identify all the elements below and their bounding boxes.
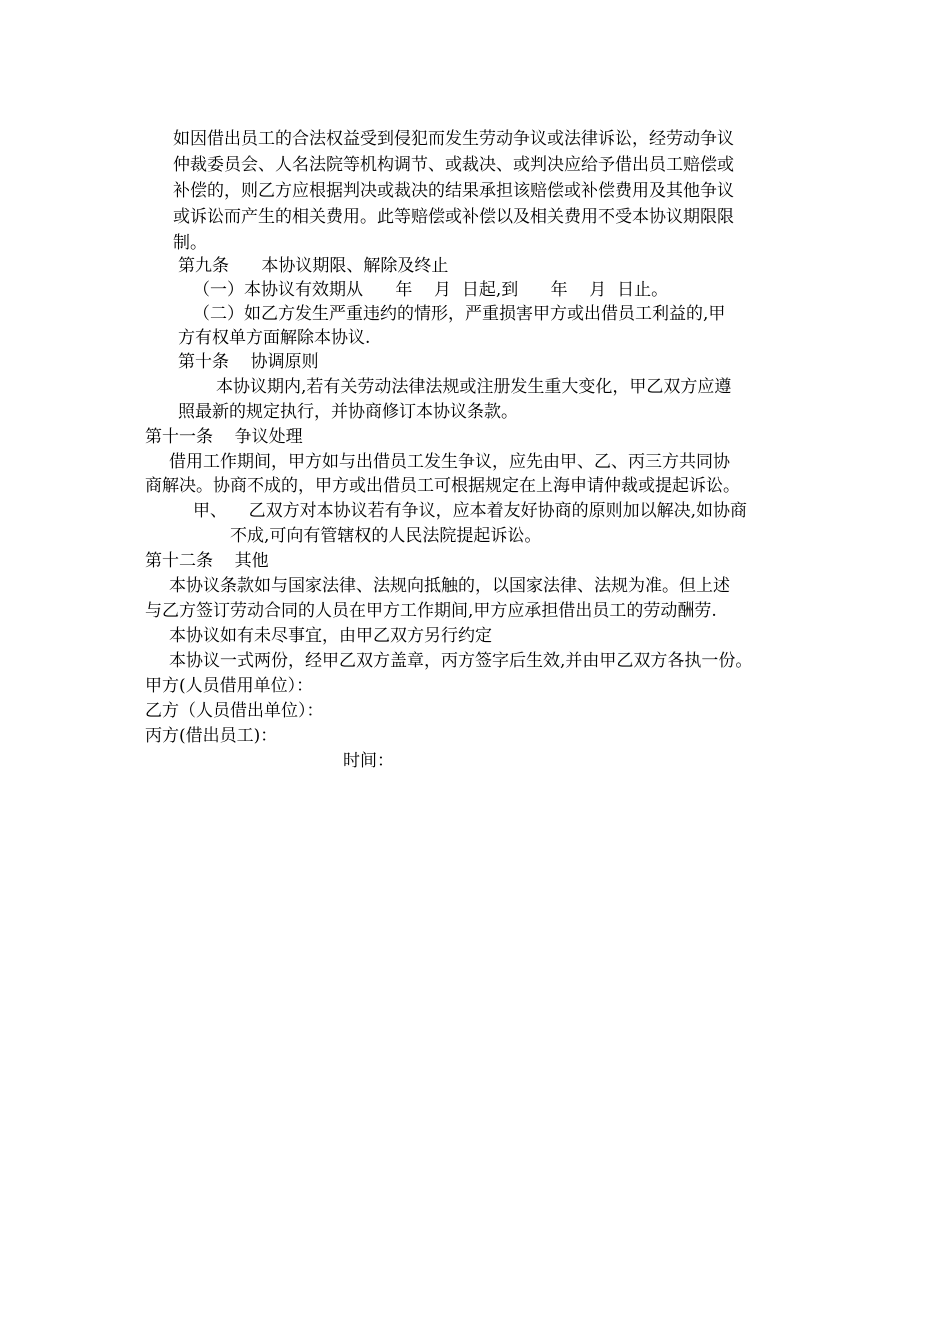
party-a-line: 甲方(人员借用单位）： [145, 676, 314, 696]
text-line: 甲、 乙双方对本协议若有争议，应本着友好协商的原则加以解决,如协商 [193, 501, 748, 521]
text-line: 如因借出员工的合法权益受到侵犯而发生劳动争议或法律诉讼，经劳动争议 [173, 129, 734, 149]
section-heading: 第十一条 争议处理 [145, 427, 303, 447]
text-line: 补偿的，则乙方应根据判决或裁决的结果承担该赔偿或补偿费用及其他争议 [173, 181, 734, 201]
text-line: 不成,可向有管辖权的人民法院提起诉讼。 [230, 526, 542, 546]
text-line: 方有权单方面解除本协议. [178, 328, 371, 348]
date-line: 时间： [343, 751, 394, 771]
text-line: 商解决。协商不成的，甲方或出借员工可根据规定在上海申请仲裁或提起诉讼。 [145, 476, 740, 496]
section-heading: 第九条 本协议期限、解除及终止 [178, 256, 449, 276]
party-c-line: 丙方(借出员工)： [145, 726, 278, 746]
text-line: 照最新的规定执行，并协商修订本协议条款。 [178, 402, 518, 422]
text-line: （二）如乙方发生严重违约的情形，严重损害甲方或出借员工利益的,甲 [193, 304, 726, 324]
section-heading: 第十二条 其他 [145, 551, 269, 571]
section-heading: 第十条 协调原则 [178, 352, 319, 372]
text-line: 本协议一式两份，经甲乙双方盖章，丙方签字后生效,并由甲乙双方各执一份。 [169, 651, 753, 671]
text-line: 与乙方签订劳动合同的人员在甲方工作期间,甲方应承担借出员工的劳动酬劳. [145, 601, 717, 621]
text-line: 仲裁委员会、人名法院等机构调节、或裁决、或判决应给予借出员工赔偿或 [173, 155, 734, 175]
text-line: 借用工作期间，甲方如与出借员工发生争议，应先由甲、乙、丙三方共同协 [169, 452, 730, 472]
text-line: （一）本协议有效期从 年 月 日起,到 年 月 日止。 [193, 280, 669, 300]
text-line: 或诉讼而产生的相关费用。此等赔偿或补偿以及相关费用不受本协议期限限 [173, 207, 734, 227]
text-line: 本协议条款如与国家法律、法规向抵触的，以国家法律、法规为准。但上述 [169, 576, 730, 596]
text-line: 制。 [173, 233, 207, 253]
text-line: 本协议期内,若有关劳动法律法规或注册发生重大变化，甲乙双方应遵 [216, 377, 732, 397]
party-b-line: 乙方（人员借出单位）： [145, 701, 324, 721]
text-line: 本协议如有未尽事宜，由甲乙双方另行约定 [169, 626, 492, 646]
